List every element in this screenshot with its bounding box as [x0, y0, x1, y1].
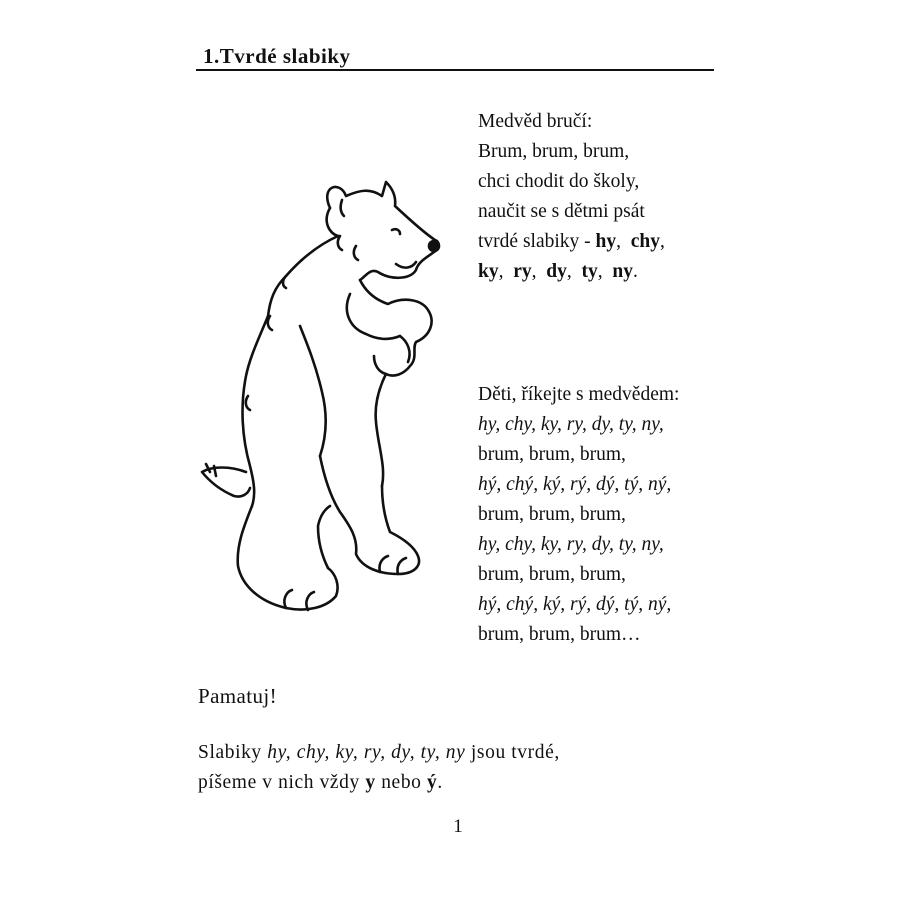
page-number: 1 — [453, 816, 463, 837]
poem-line: Děti, říkejte s medvědem: — [478, 384, 680, 405]
bear-nose — [429, 241, 439, 251]
remember-heading: Pamatuj! — [198, 684, 278, 708]
poem-line: hý, chý, ký, rý, dý, tý, ný, — [478, 594, 672, 615]
rule-syllables: hy, chy, ky, ry, dy, ty, ny — [267, 742, 466, 763]
poem-line: Medvěd bručí: — [478, 111, 593, 132]
bear-back — [243, 236, 338, 506]
rule-sentence — [198, 738, 560, 798]
syllable-bold: ny — [612, 261, 633, 282]
bear-arm — [347, 294, 400, 339]
rule-text-end: . — [437, 772, 443, 793]
poem-text: tvrdé slabiky - — [478, 231, 596, 252]
poem-line: tvrdé slabiky - hy, chy, — [478, 231, 665, 252]
rule-text-middle: jsou tvrdé, — [465, 742, 560, 763]
bear-illustration — [190, 176, 480, 626]
chapter-heading: 1.Tvrdé slabiky — [203, 44, 351, 68]
bear-eye — [392, 229, 400, 234]
rule-conjunction: nebo — [375, 772, 427, 793]
heading-underline — [196, 69, 714, 71]
syllable-bold: dy — [546, 261, 567, 282]
rule-line — [198, 738, 560, 768]
rule-letter: y — [365, 772, 376, 793]
poem-line: brum, brum, brum… — [478, 624, 641, 645]
poem-line: brum, brum, brum, — [478, 564, 626, 585]
syllable-bold: hy — [595, 231, 617, 252]
syllable-bold: ty — [581, 261, 598, 282]
poem-line: naučit se s dětmi psát — [478, 201, 645, 222]
bear-chest — [360, 280, 432, 376]
poem-line: hy, chy, ky, ry, dy, ty, ny, — [478, 414, 664, 435]
syllable-bold: ky — [478, 261, 499, 282]
bear-poem — [478, 107, 665, 287]
poem-line: hý, chý, ký, rý, dý, tý, ný, — [478, 474, 672, 495]
poem-line: brum, brum, brum, — [478, 444, 626, 465]
poem-line: Brum, brum, brum, — [478, 141, 630, 162]
rule-letter: ý — [427, 772, 438, 793]
rule-text-start: píšeme v nich vždy — [198, 772, 366, 793]
poem-line: chci chodit do školy, — [478, 171, 640, 192]
bear-head — [327, 182, 438, 280]
syllable-bold: chy — [630, 231, 660, 252]
rule-text-start: Slabiky — [198, 742, 268, 763]
chant-poem — [478, 380, 679, 650]
rule-line — [198, 768, 560, 798]
poem-line: ky, ry, dy, ty, ny. — [478, 261, 638, 282]
syllable-bold: ry — [513, 261, 532, 282]
poem-line: brum, brum, brum, — [478, 504, 626, 525]
poem-line: hy, chy, ky, ry, dy, ty, ny, — [478, 534, 664, 555]
